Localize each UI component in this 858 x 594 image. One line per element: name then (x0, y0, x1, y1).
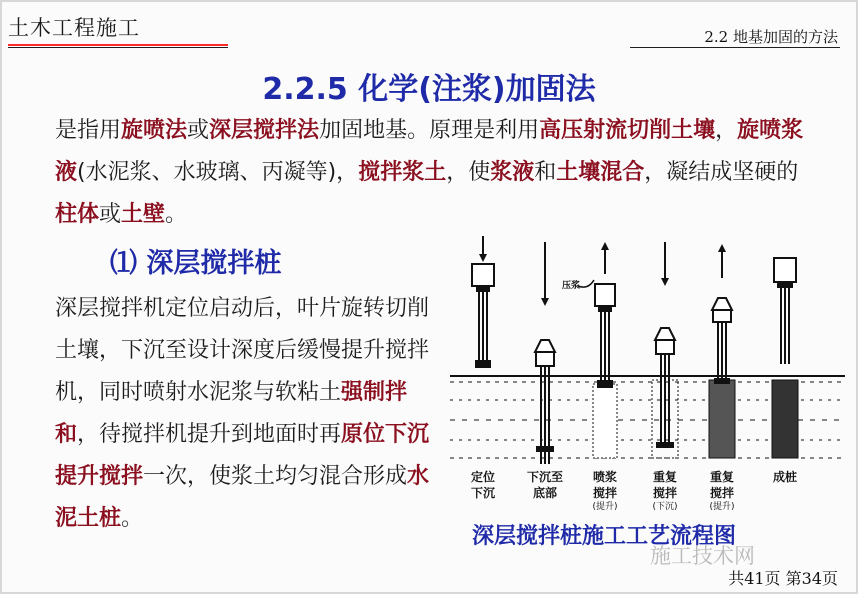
step-label-line1: 定位 (470, 470, 496, 484)
course-title: 土木工程施工 (8, 16, 140, 40)
step-label-line1: 成桩 (772, 470, 798, 484)
step-label-line2: 底部 (532, 486, 558, 500)
header-right-rule (630, 47, 840, 48)
process-figure (450, 232, 845, 512)
text-run: ，待搅拌机提升到地面时再 (77, 422, 342, 447)
section-title: 2.2 地基加固的方法 (704, 28, 838, 46)
step2-machine (535, 242, 555, 464)
text-run: 深层搅拌机定位启动后，叶片旋转切削土壤，下沉至设计深度后缓慢提升搅拌机，同时喷射水泥浆与软粘土 (55, 296, 430, 405)
highlight-term: 旋喷浆液 (55, 118, 804, 185)
step5-machine (709, 244, 735, 458)
highlight-term: 土壤混合 (556, 160, 645, 185)
text-run: 或 (99, 202, 122, 227)
text-run: 是指用 (55, 118, 122, 143)
step-label-line1: 重复 (709, 470, 735, 484)
header-red-rule (8, 44, 228, 46)
step3-machine (562, 242, 617, 458)
highlight-term: 浆液 (490, 160, 535, 185)
body-paragraph (55, 288, 435, 540)
figure-caption: 深层搅拌桩施工工艺流程图 (472, 524, 737, 549)
highlight-term: 搅拌浆土 (358, 160, 447, 185)
step-labels (471, 469, 797, 512)
step-label-line2: 搅拌 (709, 486, 735, 500)
text-run: ， (715, 118, 738, 143)
step1-machine (472, 236, 494, 368)
figure-annotation: 压浆 (562, 280, 581, 290)
highlight-term: 高压射流切削土壤 (539, 118, 716, 143)
step-label-sub: (下沉) (652, 502, 678, 512)
step-label-line1: 下沉至 (526, 470, 564, 484)
text-run: 。 (165, 202, 188, 227)
subheading: ⑴ 深层搅拌桩 (110, 248, 282, 279)
step-label-sub: (提升) (709, 502, 735, 512)
text-run: 加固地基。原理是利用 (319, 118, 540, 143)
highlight-term: 水泥土桩 (55, 464, 430, 531)
text-run: 或 (187, 118, 210, 143)
step-label-sub: (提升) (592, 502, 618, 512)
highlight-term: 柱体 (55, 202, 100, 227)
step4-machine (652, 242, 678, 458)
text-run: ，凝结成坚硬的 (644, 160, 799, 185)
step-label-line1: 喷浆 (592, 470, 618, 484)
step-label-line2: 下沉 (470, 486, 496, 500)
step6-machine (772, 258, 798, 458)
highlight-term: 深层搅拌法 (209, 118, 320, 143)
slide-title: 2.2.5 化学(注浆)加固法 (262, 72, 596, 107)
text-run: 和 (534, 160, 557, 185)
header-black-rule (8, 47, 228, 48)
text-run: (水泥浆、水玻璃、丙凝等)， (77, 160, 359, 185)
watermark: 施工技术网 (650, 544, 755, 568)
highlight-term: 土壁 (121, 202, 166, 227)
intro-paragraph (55, 110, 815, 236)
step-label-line2: 搅拌 (592, 486, 618, 500)
highlight-term: 旋喷法 (121, 118, 188, 143)
text-run: ，使 (446, 160, 491, 185)
page-counter: 共41页 第34页 (728, 569, 838, 588)
highlight-term: 原位下沉提升搅拌 (55, 422, 430, 489)
step-label-line2: 搅拌 (652, 486, 678, 500)
text-run: 一次，使浆土均匀混合形成 (143, 464, 408, 489)
highlight-term: 强制拌和 (55, 380, 408, 447)
step-label-line1: 重复 (652, 470, 678, 484)
text-run: 。 (121, 506, 144, 531)
